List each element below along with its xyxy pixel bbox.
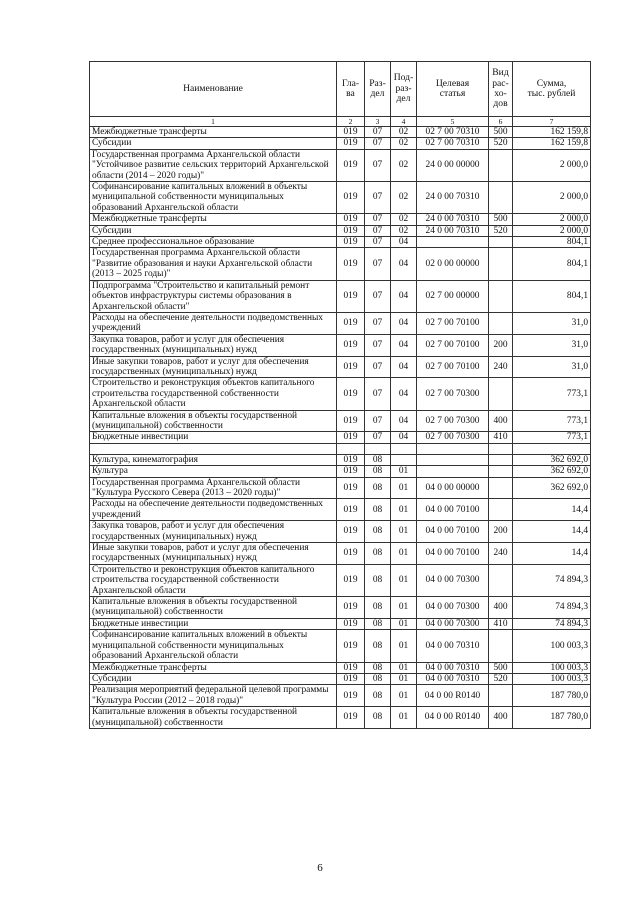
row-razdel: 07 [365, 182, 391, 214]
row-expense-type [489, 564, 513, 596]
row-podrazdel [391, 454, 417, 465]
row-expense-type [489, 182, 513, 214]
row-podrazdel: 04 [391, 280, 417, 312]
table-row [90, 454, 591, 465]
row-target-article: 02 7 00 70310 [417, 138, 489, 149]
column-number: 1 [90, 117, 337, 127]
row-target-article: 02 7 00 70300 [417, 410, 489, 432]
row-name: Субсидии [90, 673, 337, 684]
row-podrazdel: 01 [391, 662, 417, 673]
row-sum: 2 000,0 [513, 182, 591, 214]
row-glava: 019 [337, 521, 365, 543]
row-razdel: 08 [365, 543, 391, 565]
row-sum: 773,1 [513, 378, 591, 410]
row-razdel [365, 443, 391, 454]
row-razdel: 08 [365, 662, 391, 673]
row-expense-type [489, 443, 513, 454]
row-target-article: 02 7 00 70100 [417, 312, 489, 334]
column-number: 2 [337, 117, 365, 127]
row-expense-type [489, 630, 513, 662]
row-podrazdel: 01 [391, 630, 417, 662]
row-sum: 162 159,8 [513, 127, 591, 138]
row-podrazdel [391, 443, 417, 454]
row-sum: 804,1 [513, 237, 591, 248]
row-glava: 019 [337, 685, 365, 707]
row-podrazdel: 04 [391, 432, 417, 443]
row-glava: 019 [337, 378, 365, 410]
row-razdel: 08 [365, 477, 391, 499]
row-glava: 019 [337, 280, 365, 312]
table-row [90, 543, 591, 565]
row-target-article [417, 454, 489, 465]
row-podrazdel: 01 [391, 543, 417, 565]
row-sum: 362 692,0 [513, 477, 591, 499]
row-target-article: 02 7 00 70300 [417, 432, 489, 443]
row-sum: 31,0 [513, 356, 591, 378]
header-razdel: Раз- дел [365, 62, 391, 117]
row-target-article: 04 0 00 70310 [417, 673, 489, 684]
row-expense-type: 520 [489, 138, 513, 149]
row-sum: 31,0 [513, 334, 591, 356]
row-expense-type [489, 454, 513, 465]
row-target-article: 24 0 00 00000 [417, 149, 489, 181]
row-expense-type [489, 378, 513, 410]
row-glava: 019 [337, 225, 365, 236]
table-row [90, 334, 591, 356]
row-podrazdel: 01 [391, 597, 417, 619]
column-number-row [90, 117, 591, 127]
row-name: Расходы на обеспечение деятельности подведомственных учреждений [90, 312, 337, 334]
row-expense-type: 240 [489, 543, 513, 565]
page-number: 6 [317, 862, 323, 874]
row-razdel: 08 [365, 673, 391, 684]
row-expense-type [489, 280, 513, 312]
row-name [90, 443, 337, 454]
header-podrazdel: Под- раз- дел [391, 62, 417, 117]
row-target-article: 04 0 00 70300 [417, 618, 489, 629]
row-name: Софинансирование капитальных вложений в объекты муниципальной собственности муниципальных образований Архангельской области [90, 182, 337, 214]
row-name: Межбюджетные трансферты [90, 662, 337, 673]
row-sum [513, 443, 591, 454]
row-podrazdel: 04 [391, 378, 417, 410]
row-expense-type: 400 [489, 410, 513, 432]
row-name: Капитальные вложения в объекты государственной (муниципальной) собственности [90, 410, 337, 432]
row-podrazdel: 02 [391, 225, 417, 236]
row-sum: 74 894,3 [513, 618, 591, 629]
row-sum: 187 780,0 [513, 707, 591, 729]
row-name: Закупка товаров, работ и услуг для обеспечения государственных (муниципальных) нужд [90, 334, 337, 356]
row-expense-type: 520 [489, 673, 513, 684]
row-glava: 019 [337, 356, 365, 378]
row-razdel: 08 [365, 564, 391, 596]
row-sum: 74 894,3 [513, 597, 591, 619]
row-expense-type [489, 477, 513, 499]
row-glava: 019 [337, 237, 365, 248]
row-name: Культура, кинематография [90, 454, 337, 465]
row-razdel: 08 [365, 707, 391, 729]
row-glava: 019 [337, 630, 365, 662]
row-glava: 019 [337, 312, 365, 334]
row-target-article: 04 0 00 R0140 [417, 685, 489, 707]
row-target-article: 04 0 00 70100 [417, 521, 489, 543]
row-razdel: 08 [365, 597, 391, 619]
row-sum: 362 692,0 [513, 466, 591, 477]
budget-table [89, 61, 591, 729]
row-sum: 162 159,8 [513, 138, 591, 149]
row-name: Бюджетные инвестиции [90, 618, 337, 629]
row-razdel: 08 [365, 466, 391, 477]
row-podrazdel: 01 [391, 685, 417, 707]
row-expense-type [489, 312, 513, 334]
row-razdel: 08 [365, 454, 391, 465]
row-name: Субсидии [90, 138, 337, 149]
row-razdel: 07 [365, 410, 391, 432]
row-podrazdel: 04 [391, 410, 417, 432]
row-name: Закупка товаров, работ и услуг для обеспечения государственных (муниципальных) нужд [90, 521, 337, 543]
row-name: Строительство и реконструкция объектов капитального строительства государственной собственности Архангельской области [90, 378, 337, 410]
row-expense-type: 400 [489, 707, 513, 729]
row-razdel: 07 [365, 356, 391, 378]
row-name: Софинансирование капитальных вложений в объекты муниципальной собственности муниципальных образований Архангельской области [90, 630, 337, 662]
row-target-article: 04 0 00 70300 [417, 564, 489, 596]
row-glava: 019 [337, 127, 365, 138]
row-glava: 019 [337, 477, 365, 499]
row-glava [337, 443, 365, 454]
table-row [90, 127, 591, 138]
row-podrazdel: 01 [391, 477, 417, 499]
row-glava: 019 [337, 410, 365, 432]
row-expense-type: 500 [489, 214, 513, 225]
row-expense-type [489, 499, 513, 521]
row-target-article: 02 0 00 00000 [417, 248, 489, 280]
row-razdel: 07 [365, 280, 391, 312]
row-sum: 2 000,0 [513, 225, 591, 236]
row-expense-type: 400 [489, 597, 513, 619]
row-target-article [417, 237, 489, 248]
row-razdel: 08 [365, 685, 391, 707]
row-podrazdel: 01 [391, 707, 417, 729]
row-name: Реализация мероприятий федеральной целевой программы "Культура России (2012 – 2018 годы)" [90, 685, 337, 707]
row-name: Капитальные вложения в объекты государственной (муниципальной) собственности [90, 707, 337, 729]
row-target-article: 02 7 00 00000 [417, 280, 489, 312]
row-glava: 019 [337, 597, 365, 619]
row-name: Строительство и реконструкция объектов капитального строительства государственной собственности Архангельской области [90, 564, 337, 596]
row-glava: 019 [337, 543, 365, 565]
row-expense-type: 520 [489, 225, 513, 236]
table-row [90, 662, 591, 673]
row-target-article: 24 0 00 70310 [417, 214, 489, 225]
row-podrazdel: 04 [391, 248, 417, 280]
row-name: Расходы на обеспечение деятельности подведомственных учреждений [90, 499, 337, 521]
row-podrazdel: 01 [391, 618, 417, 629]
table-row [90, 499, 591, 521]
row-glava: 019 [337, 182, 365, 214]
row-razdel: 07 [365, 149, 391, 181]
row-razdel: 07 [365, 378, 391, 410]
table-row [90, 237, 591, 248]
row-sum: 14,4 [513, 521, 591, 543]
row-podrazdel: 01 [391, 521, 417, 543]
table-row [90, 521, 591, 543]
row-razdel: 08 [365, 521, 391, 543]
row-razdel: 07 [365, 432, 391, 443]
row-razdel: 08 [365, 618, 391, 629]
row-name: Межбюджетные трансферты [90, 214, 337, 225]
table-row [90, 378, 591, 410]
row-glava: 019 [337, 662, 365, 673]
row-target-article: 04 0 00 00000 [417, 477, 489, 499]
row-podrazdel: 04 [391, 312, 417, 334]
table-row [90, 673, 591, 684]
row-target-article [417, 466, 489, 477]
header-glava: Гла- ва [337, 62, 365, 117]
row-podrazdel: 04 [391, 237, 417, 248]
row-razdel: 08 [365, 499, 391, 521]
row-glava: 019 [337, 454, 365, 465]
row-glava: 019 [337, 499, 365, 521]
row-sum: 2 000,0 [513, 149, 591, 181]
row-sum: 804,1 [513, 248, 591, 280]
row-target-article: 24 0 00 70310 [417, 225, 489, 236]
row-podrazdel: 01 [391, 466, 417, 477]
row-expense-type: 410 [489, 618, 513, 629]
table-row [90, 225, 591, 236]
table-row [90, 149, 591, 181]
row-expense-type [489, 685, 513, 707]
table-row [90, 312, 591, 334]
header-sum: Сумма, тыс. рублей [513, 62, 591, 117]
row-podrazdel: 02 [391, 182, 417, 214]
row-razdel: 07 [365, 127, 391, 138]
row-target-article: 02 7 00 70300 [417, 378, 489, 410]
row-expense-type: 200 [489, 334, 513, 356]
row-podrazdel: 04 [391, 334, 417, 356]
row-name: Среднее профессиональное образование [90, 237, 337, 248]
row-target-article: 02 7 00 70100 [417, 356, 489, 378]
row-podrazdel: 04 [391, 356, 417, 378]
table-body [90, 127, 591, 729]
table-row [90, 466, 591, 477]
table-row [90, 410, 591, 432]
header-expense-type: Вид рас- хо- дов [489, 62, 513, 117]
row-podrazdel: 02 [391, 214, 417, 225]
table-row [90, 618, 591, 629]
row-sum: 100 003,3 [513, 662, 591, 673]
row-razdel: 07 [365, 312, 391, 334]
row-expense-type: 240 [489, 356, 513, 378]
row-expense-type [489, 466, 513, 477]
row-razdel: 07 [365, 334, 391, 356]
row-podrazdel: 01 [391, 564, 417, 596]
row-podrazdel: 01 [391, 673, 417, 684]
row-glava: 019 [337, 466, 365, 477]
row-target-article: 02 7 00 70310 [417, 127, 489, 138]
row-sum: 773,1 [513, 410, 591, 432]
row-sum: 74 894,3 [513, 564, 591, 596]
row-name: Межбюджетные трансферты [90, 127, 337, 138]
row-razdel: 07 [365, 138, 391, 149]
row-glava: 019 [337, 149, 365, 181]
column-number: 4 [391, 117, 417, 127]
table-row [90, 248, 591, 280]
row-name: Государственная программа Архангельской области "Развитие образования и науки Архангельской области (2013 – 2025 годы)" [90, 248, 337, 280]
row-name: Бюджетные инвестиции [90, 432, 337, 443]
row-name: Культура [90, 466, 337, 477]
row-glava: 019 [337, 248, 365, 280]
row-target-article [417, 443, 489, 454]
column-number: 7 [513, 117, 591, 127]
row-podrazdel: 01 [391, 499, 417, 521]
row-razdel: 07 [365, 214, 391, 225]
row-name: Капитальные вложения в объекты государственной (муниципальной) собственности [90, 597, 337, 619]
row-target-article: 24 0 00 70310 [417, 182, 489, 214]
row-expense-type: 500 [489, 127, 513, 138]
row-expense-type [489, 237, 513, 248]
row-glava: 019 [337, 334, 365, 356]
row-sum: 187 780,0 [513, 685, 591, 707]
row-name: Государственная программа Архангельской области "Устойчивое развитие сельских территорий Архангельской области (2014 – 2020 годы)" [90, 149, 337, 181]
row-sum: 773,1 [513, 432, 591, 443]
row-expense-type: 410 [489, 432, 513, 443]
row-glava: 019 [337, 214, 365, 225]
row-podrazdel: 02 [391, 127, 417, 138]
row-expense-type [489, 149, 513, 181]
row-glava: 019 [337, 138, 365, 149]
row-name: Подпрограмма "Строительство и капитальный ремонт объектов инфраструктуры системы образования в Архангельской области" [90, 280, 337, 312]
row-glava: 019 [337, 432, 365, 443]
table-row [90, 685, 591, 707]
row-target-article: 04 0 00 70100 [417, 543, 489, 565]
row-razdel: 07 [365, 248, 391, 280]
column-number: 5 [417, 117, 489, 127]
row-glava: 019 [337, 707, 365, 729]
row-glava: 019 [337, 673, 365, 684]
header-name: Наименование [90, 62, 337, 117]
table-row [90, 214, 591, 225]
row-expense-type [489, 248, 513, 280]
row-glava: 019 [337, 564, 365, 596]
row-razdel: 08 [365, 630, 391, 662]
table-row [90, 280, 591, 312]
table-row [90, 356, 591, 378]
table-row [90, 477, 591, 499]
column-number: 3 [365, 117, 391, 127]
row-name: Государственная программа Архангельской области "Культура Русского Севера (2013 – 2020 годы)" [90, 477, 337, 499]
row-expense-type: 200 [489, 521, 513, 543]
row-sum: 100 003,3 [513, 673, 591, 684]
table-row [90, 443, 591, 454]
row-sum: 31,0 [513, 312, 591, 334]
header-target-article: Целевая статья [417, 62, 489, 117]
row-name: Иные закупки товаров, работ и услуг для обеспечения государственных (муниципальных) нужд [90, 356, 337, 378]
row-target-article: 04 0 00 70310 [417, 662, 489, 673]
row-razdel: 07 [365, 225, 391, 236]
row-target-article: 04 0 00 R0140 [417, 707, 489, 729]
row-target-article: 04 0 00 70100 [417, 499, 489, 521]
table-header-row [90, 62, 591, 117]
row-sum: 362 692,0 [513, 454, 591, 465]
column-number: 6 [489, 117, 513, 127]
table-row [90, 432, 591, 443]
row-sum: 2 000,0 [513, 214, 591, 225]
row-target-article: 04 0 00 70310 [417, 630, 489, 662]
table-row [90, 707, 591, 729]
row-sum: 100 003,3 [513, 630, 591, 662]
row-razdel: 07 [365, 237, 391, 248]
row-sum: 14,4 [513, 499, 591, 521]
table-row [90, 597, 591, 619]
row-podrazdel: 02 [391, 138, 417, 149]
row-target-article: 04 0 00 70300 [417, 597, 489, 619]
row-glava: 019 [337, 618, 365, 629]
row-name: Субсидии [90, 225, 337, 236]
table-row [90, 182, 591, 214]
row-podrazdel: 02 [391, 149, 417, 181]
row-sum: 14,4 [513, 543, 591, 565]
row-expense-type: 500 [489, 662, 513, 673]
table-row [90, 564, 591, 596]
table-row [90, 630, 591, 662]
row-sum: 804,1 [513, 280, 591, 312]
row-target-article: 02 7 00 70100 [417, 334, 489, 356]
table-row [90, 138, 591, 149]
row-name: Иные закупки товаров, работ и услуг для обеспечения государственных (муниципальных) нужд [90, 543, 337, 565]
